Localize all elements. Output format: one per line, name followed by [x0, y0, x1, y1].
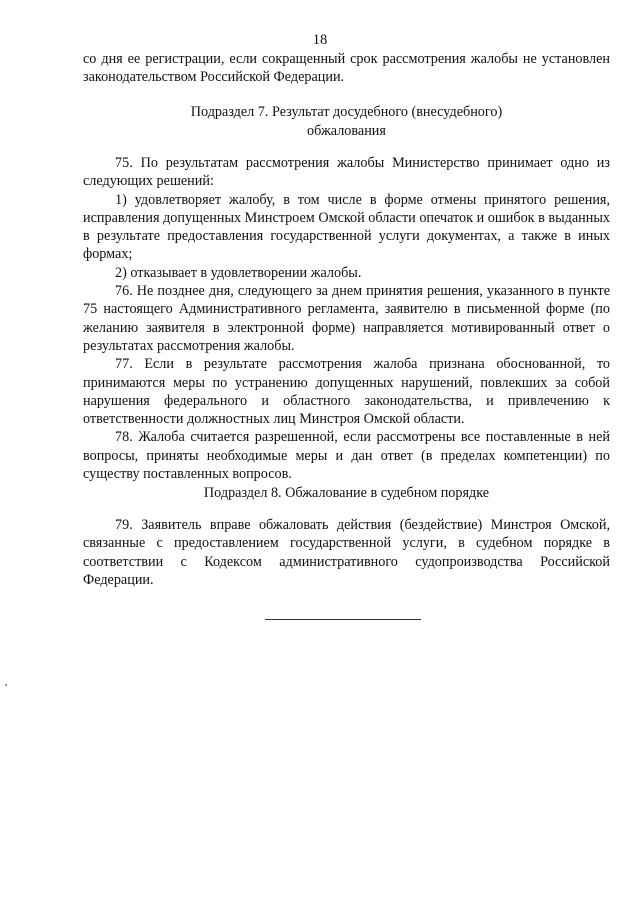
page-number: 18 — [312, 32, 328, 48]
continuation-block — [83, 50, 610, 87]
paragraph-79: 79. Заявитель вправе обжаловать действия (бездействие) Минстроя Омской, связанные с предоставлением государственной услуги, в судебном порядке в соответствии с Кодексом административного судопроизводства Российской Федерации. — [83, 517, 610, 588]
subsection-7-body — [83, 154, 610, 483]
scan-margin-mark — [5, 684, 7, 686]
paragraph-75-item-2: 2) отказывает в удовлетворении жалобы. — [115, 264, 362, 281]
end-of-document-rule — [265, 619, 421, 620]
subsection-8-heading — [83, 484, 610, 503]
subsection-8-body — [83, 516, 610, 589]
subsection-8-title: Подраздел 8. Обжалование в судебном порядке — [203, 485, 490, 501]
paragraph-77: 77. Если в результате рассмотрения жалоба признана обоснованной, то принимаются меры по устранению допущенных нарушений, повлекших за собой нарушения федерального и областного законодательства, и привлечению к ответственности должностных лиц Минстроя Омской области. — [83, 356, 610, 428]
subsection-7-heading — [83, 103, 610, 140]
continuation-paragraph: со дня ее регистрации, если сокращенный срок рассмотрения жалобы не установлен законодательством Российской Федерации. — [83, 51, 610, 86]
subsection-7-title-line-1: Подраздел 7. Результат досудебного (внесудебного) — [190, 104, 503, 120]
paragraph-75: 75. По результатам рассмотрения жалобы Министерство принимает одно из следующих решений: — [83, 155, 610, 190]
subsection-7-title-line-2: обжалования — [307, 122, 386, 139]
paragraph-78: 78. Жалоба считается разрешенной, если рассмотрены все поставленные в ней вопросы, приняты необходимые меры и дан ответ (в пределах компетенции) по существу поставленных вопросов. — [83, 429, 610, 483]
paragraph-75-item-1: 1) удовлетворяет жалобу, в том числе в форме отмены принятого решения, исправления допущенных Минстроем Омской области опечаток и ошибок в выданных в результате предоставления государственной услуги документах, а также в иных формах; — [83, 191, 610, 263]
paragraph-76: 76. Не позднее дня, следующего за днем принятия решения, указанного в пункте 75 настоящего Административного регламента, заявителю в письменной форме (по желанию заявителя в электронной форме) направляется мотивированный ответ о результатах рассмотрения жалобы. — [83, 283, 610, 354]
